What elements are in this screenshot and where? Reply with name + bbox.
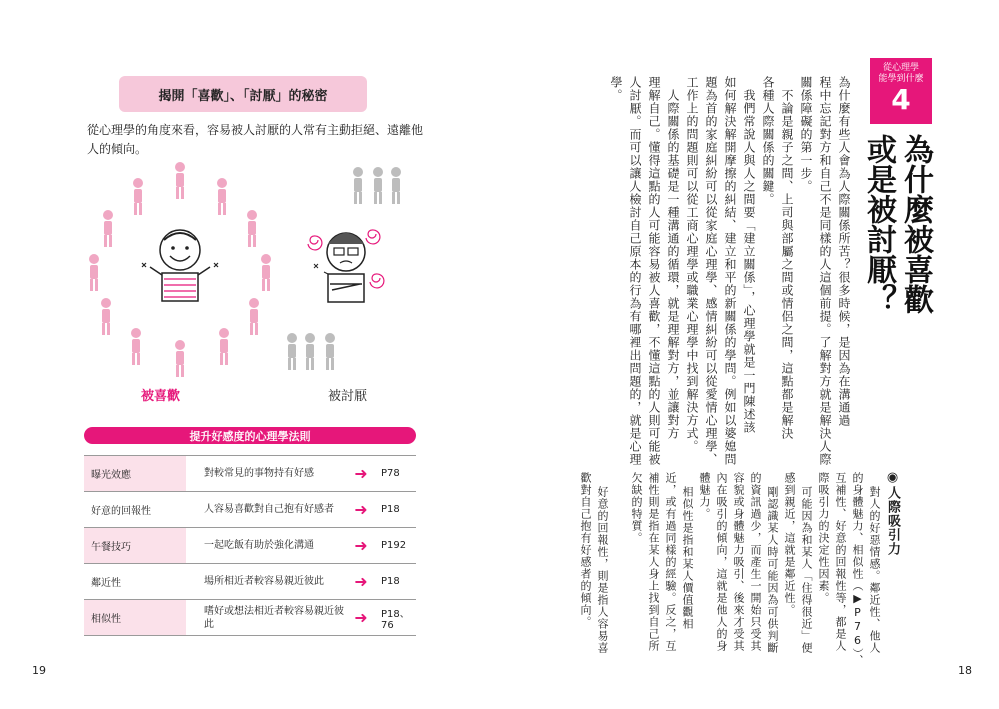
sidebar-col: 可能因為和某人「住得很近」便 bbox=[800, 486, 813, 654]
sidebar-col: 內在吸引的傾向，這就是他人的身 bbox=[715, 472, 728, 652]
body-col: 不論是親子之間、上司與部屬之間或情侶之間，這點都是解決 bbox=[780, 89, 794, 440]
disliked-figure bbox=[280, 160, 410, 380]
page-number-right: 18 bbox=[958, 664, 972, 677]
sidebar-col: 的資訊過少，而產生一開始只受其 bbox=[749, 472, 762, 652]
body-col: 人討厭。而可以讓人檢討自己原本的行為有哪裡出問題的，就是心理 bbox=[628, 76, 642, 466]
table-row bbox=[84, 600, 416, 636]
table-row bbox=[84, 564, 416, 600]
method-name: 好意的回報性 bbox=[84, 492, 186, 528]
sidebar-col: 的身體魅力、相似性（▶P76）、 bbox=[851, 472, 864, 667]
sidebar-col: 容貌或身體魅力吸引、後來才受其 bbox=[732, 472, 745, 652]
sidebar-col: 相似性是指和某人價值觀相 bbox=[681, 486, 694, 630]
sidebar-col: 補性則是指在某人身上找到自己所 bbox=[647, 472, 660, 652]
methods-table bbox=[84, 455, 416, 636]
methods-title: 提升好感度的心理學法則 bbox=[84, 427, 416, 444]
method-ref: P78 bbox=[377, 456, 416, 492]
table-row bbox=[84, 456, 416, 492]
chapter-tag bbox=[870, 58, 932, 124]
method-ref: P18、76 bbox=[377, 600, 416, 636]
sidebar-col: 互補性、好意的回報性等，都是人 bbox=[834, 472, 847, 652]
body-col: 工作上的問題則可以從工商心理學或職業心理學中找到解決方式。 bbox=[685, 76, 699, 453]
sidebar-col: 歡對自己抱有好感者的傾向。 bbox=[579, 472, 592, 628]
sidebar-col: 際吸引力的決定性因素。 bbox=[817, 472, 830, 604]
body-col: 各種人際關係的關鍵。 bbox=[761, 76, 775, 206]
body-col: 關係障礙的第一步。 bbox=[799, 76, 813, 193]
title-col-2: 或是被討厭？ bbox=[861, 134, 896, 314]
method-desc: 對較常見的事物持有好感 bbox=[186, 456, 345, 492]
sidebar-heading: ◉人際吸引力 bbox=[885, 470, 900, 556]
method-ref: P18 bbox=[377, 564, 416, 600]
sidebar-col: 對人的好惡情感。鄰近性、他人 bbox=[868, 486, 881, 654]
page-number-left: 19 bbox=[32, 664, 46, 677]
method-desc: 場所相近者較容易親近彼此 bbox=[186, 564, 345, 600]
method-name: 曝光效應 bbox=[84, 456, 186, 492]
sidebar-col: 感到親近，這就是鄰近性。 bbox=[783, 472, 796, 616]
sidebar-col: 剛認識某人時可能因為可供判斷 bbox=[766, 486, 779, 654]
method-desc: 人容易喜歡對自己抱有好感者 bbox=[186, 492, 345, 528]
body-col: 程中忘記對方和自己不是同樣的人這個前提。了解對方就是解決人際 bbox=[818, 76, 832, 466]
method-desc: 嗜好或想法相近者較容易親近彼此 bbox=[186, 600, 345, 636]
chapter-number: 4 bbox=[891, 83, 911, 116]
method-desc: 一起吃飯有助於強化溝通 bbox=[186, 528, 345, 564]
body-col: 如何解決解開摩擦的糾結、建立和平的新關係的學問。例如以婆媳問 bbox=[723, 76, 737, 466]
arrow-right-icon: ➜ bbox=[345, 528, 377, 564]
arrow-right-icon: ➜ bbox=[345, 492, 377, 528]
section-banner: 揭開「喜歡」、「討厭」的秘密 bbox=[119, 76, 367, 112]
body-col: 人際關係的基礎是一種溝通的循環，就是理解對方，並讓對方 bbox=[666, 89, 680, 440]
tag-line-2: 能學到什麼 bbox=[878, 74, 924, 84]
disliked-label: 被討厭 bbox=[328, 389, 368, 404]
sidebar-col: 近，或有過同樣的經驗。反之，互 bbox=[664, 472, 677, 652]
sidebar-col: 體魅力。 bbox=[698, 472, 711, 520]
table-row bbox=[84, 528, 416, 564]
method-ref: P18 bbox=[377, 492, 416, 528]
method-name: 午餐技巧 bbox=[84, 528, 186, 564]
body-col: 理解自己。懂得這點的人可能容易被人喜歡，不懂這點的人則可能被 bbox=[647, 76, 661, 466]
arrow-right-icon: ➜ bbox=[345, 456, 377, 492]
grumpy-person bbox=[308, 230, 384, 302]
happy-person bbox=[142, 230, 218, 301]
liked-label: 被喜歡 bbox=[141, 389, 181, 404]
body-col: 我們常說人與人之間要「建立關係」，心理學就是一門陳述該 bbox=[742, 89, 756, 434]
tag-line-1: 從心理學 bbox=[882, 63, 919, 73]
arrow-right-icon: ➜ bbox=[345, 564, 377, 600]
arrow-right-icon: ➜ bbox=[345, 600, 377, 636]
method-ref: P192 bbox=[377, 528, 416, 564]
intro-text: 從心理學的角度來看，容易被人討厭的人常有主動拒絕、遠離他人的傾向。 bbox=[87, 123, 424, 156]
body-col: 為什麼有些人會為人際關係所苦？很多時候，是因為在溝通過 bbox=[837, 76, 851, 427]
body-col: 題為首的家庭糾紛可以從家庭心理學、感情糾紛可以從愛情心理學、 bbox=[704, 76, 718, 466]
title-col-1: 為什麼被喜歡 bbox=[898, 134, 933, 314]
table-row bbox=[84, 492, 416, 528]
method-name: 相似性 bbox=[84, 600, 186, 636]
sidebar-col: 欠缺的特質。 bbox=[630, 472, 643, 544]
method-name: 鄰近性 bbox=[84, 564, 186, 600]
liked-figure bbox=[80, 155, 280, 385]
sidebar-col: 好意的回報性，則是指人容易喜 bbox=[596, 486, 609, 654]
body-col: 學。 bbox=[609, 76, 623, 102]
